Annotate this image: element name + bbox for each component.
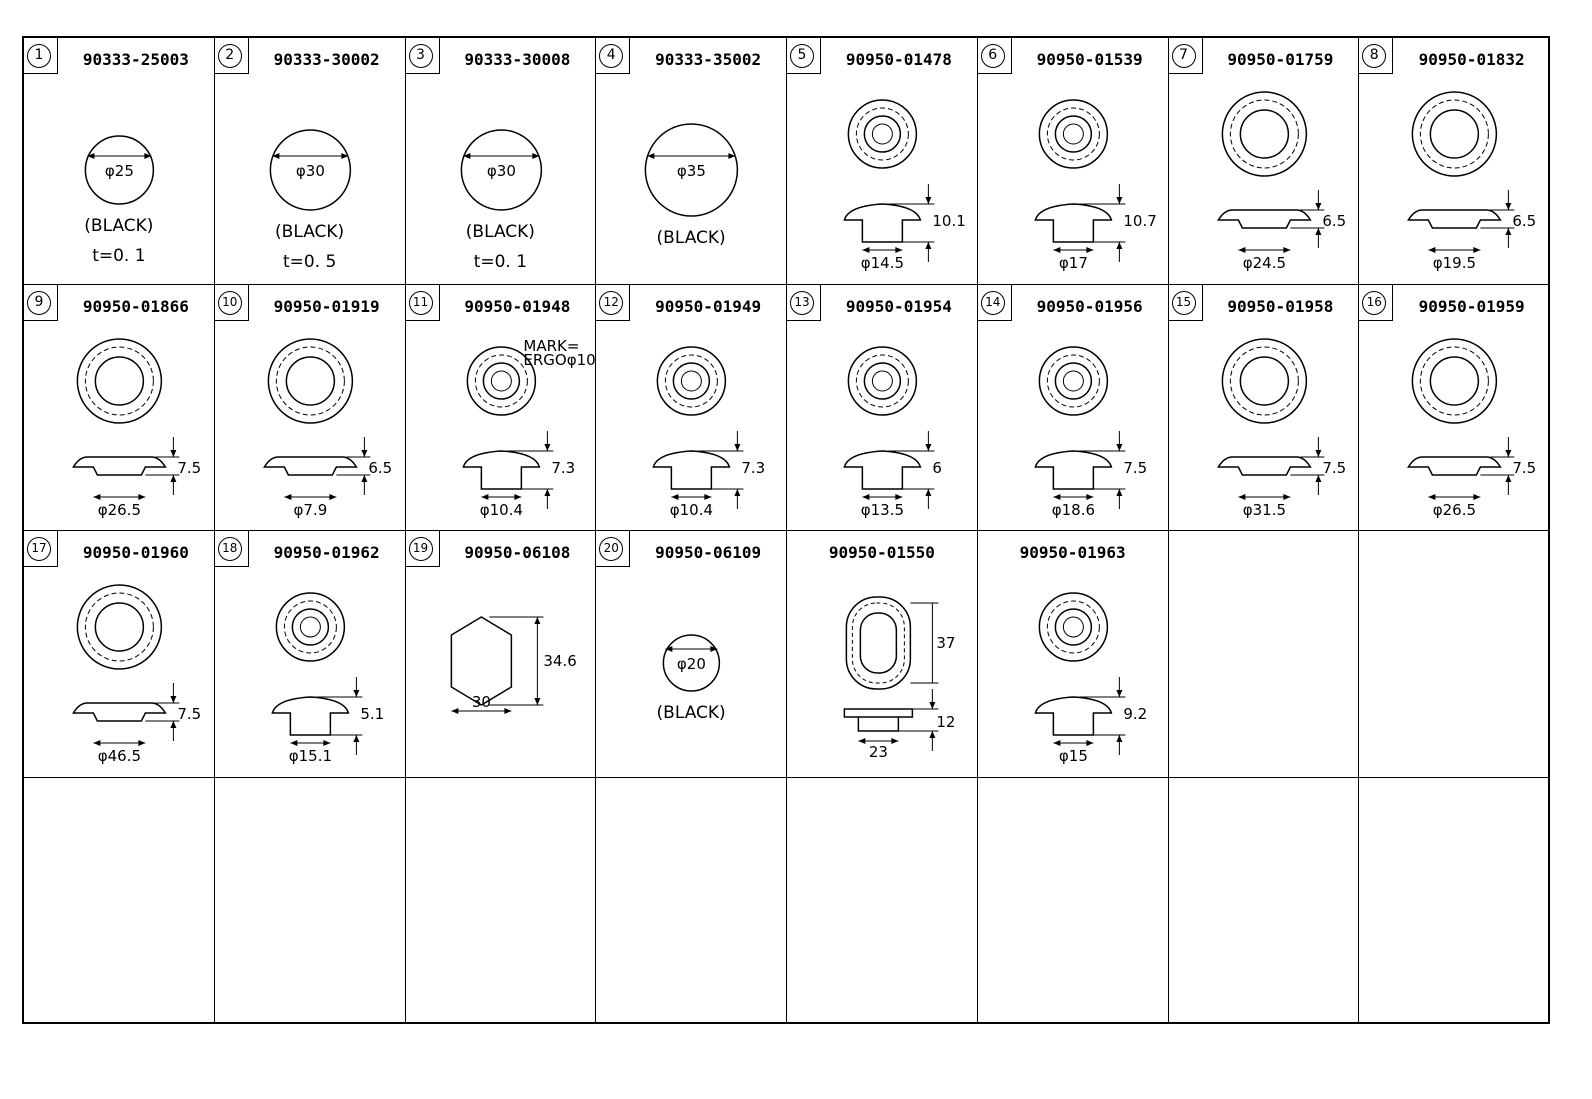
part-number: 90950-01954: [845, 296, 952, 316]
thickness-note: t=0. 1: [473, 252, 528, 272]
empty-cell: [406, 778, 597, 1025]
part-cell: [24, 285, 215, 532]
hex-plug: [451, 617, 511, 705]
width-label: 23: [868, 743, 888, 761]
part-number: 90950-01960: [82, 543, 189, 562]
part-index: 16: [1362, 291, 1386, 315]
part-index: 11: [409, 291, 433, 315]
part-index: 2: [218, 44, 242, 68]
part-number: 90950-01959: [1418, 296, 1525, 316]
height-label: 6: [932, 458, 942, 477]
part-drawing: [406, 38, 597, 285]
oval-outer: [846, 597, 910, 689]
side-view: [1218, 457, 1310, 475]
part-cell: [1169, 285, 1360, 532]
diameter-label: φ46.5: [97, 747, 142, 765]
part-drawing: [787, 531, 978, 778]
color-note: (BLACK): [275, 222, 345, 242]
part-number: 90333-30002: [273, 50, 380, 69]
side-view: [264, 457, 356, 475]
empty-cell: [1359, 778, 1550, 1025]
part-cell: [215, 285, 406, 532]
diameter-label: φ15.1: [288, 747, 332, 765]
top-view-outer: [77, 339, 161, 423]
part-number: 90950-06108: [464, 543, 571, 562]
thickness-note: t=0. 1: [92, 246, 146, 266]
color-note: (BLACK): [465, 222, 535, 242]
side-view: [844, 451, 920, 489]
part-index: 20: [599, 537, 623, 561]
diameter-label: φ18.6: [1051, 500, 1095, 519]
diameter-label: φ15: [1058, 747, 1088, 765]
diameter-label: φ35: [677, 162, 707, 180]
part-cell: [1359, 285, 1550, 532]
part-number: 90950-01866: [82, 296, 189, 316]
side-view: [463, 451, 539, 489]
part-drawing: [596, 285, 787, 532]
part-cell: [978, 38, 1169, 285]
mark-label: MARK=: [522, 336, 579, 355]
part-index: 13: [790, 291, 814, 315]
top-view-outer: [1039, 347, 1107, 415]
height-label: 10.1: [932, 212, 966, 230]
part-drawing: [215, 531, 406, 778]
diameter-label: φ7.9: [293, 500, 327, 519]
diameter-label: φ26.5: [1432, 500, 1477, 519]
top-view-outer: [77, 585, 161, 669]
height-label: 7.5: [1321, 458, 1346, 477]
part-number: 90950-01962: [273, 543, 380, 562]
empty-cell: [596, 778, 787, 1025]
part-cell: [406, 38, 597, 285]
top-view-outer: [658, 347, 726, 415]
side-view: [1218, 210, 1310, 228]
mark-value: ERGOφ10: [522, 350, 596, 369]
part-number: 90950-01832: [1418, 50, 1525, 69]
height-label: 9.2: [1123, 705, 1147, 723]
diameter-label: φ30: [486, 162, 516, 180]
top-view-outer: [1413, 92, 1497, 176]
part-index: 1: [27, 44, 51, 68]
parts-grid: [22, 36, 1550, 1024]
side-view: [1409, 210, 1501, 228]
part-number: 90333-25003: [82, 50, 189, 69]
part-cell: [978, 531, 1169, 778]
height-label: 6.5: [1512, 212, 1537, 230]
diameter-label: φ19.5: [1432, 254, 1477, 272]
top-view-outer: [848, 100, 916, 168]
part-number: 90333-30008: [464, 50, 571, 69]
part-index: 4: [599, 44, 623, 68]
part-index: 12: [599, 291, 623, 315]
part-cell: [1359, 38, 1550, 285]
height-label: 34.6: [542, 652, 577, 670]
part-cell: [215, 531, 406, 778]
height-label: 7.3: [741, 458, 766, 477]
part-cell: [596, 285, 787, 532]
color-note: (BLACK): [84, 216, 154, 236]
part-cell: [787, 38, 978, 285]
part-index: 15: [1172, 291, 1196, 315]
part-number: 90950-01956: [1036, 296, 1143, 316]
height-label: 7.5: [177, 458, 202, 477]
side-view: [73, 703, 165, 721]
height-label: 5.1: [360, 705, 384, 723]
part-drawing: [406, 531, 597, 778]
diameter-label: φ31.5: [1242, 500, 1286, 519]
part-drawing: [215, 285, 406, 532]
part-drawing: [787, 285, 978, 532]
part-index: 6: [981, 44, 1005, 68]
empty-cell: [978, 778, 1169, 1025]
part-number: 90950-01948: [464, 296, 571, 316]
height-label: 7.3: [550, 458, 575, 477]
empty-cell: [1359, 531, 1550, 778]
part-index: 5: [790, 44, 814, 68]
part-index: 18: [218, 537, 242, 561]
height-label: 7.5: [177, 705, 202, 723]
part-drawing: [1359, 38, 1550, 285]
part-cell: [406, 285, 597, 532]
diameter-label: φ10.4: [669, 500, 714, 519]
top-view-outer: [268, 339, 352, 423]
side-view: [1409, 457, 1501, 475]
top-view-outer: [1413, 339, 1497, 423]
length-label: 37: [936, 634, 956, 652]
height-label: 7.5: [1123, 458, 1147, 477]
part-number: 90950-01550: [828, 543, 935, 562]
color-note: (BLACK): [656, 228, 726, 248]
diameter-label: φ24.5: [1242, 254, 1286, 272]
width-label: 30: [471, 693, 491, 711]
part-index: 19: [409, 537, 433, 561]
part-number: 90950-01949: [655, 296, 762, 316]
thickness-note: t=0. 5: [282, 252, 337, 272]
top-view-outer: [1039, 593, 1107, 661]
height-label: 10.7: [1123, 212, 1157, 230]
height-label: 6.5: [1321, 212, 1346, 230]
height-label: 7.5: [1512, 458, 1537, 477]
side-view: [844, 204, 920, 242]
top-view-outer: [1222, 339, 1306, 423]
empty-cell: [1169, 778, 1360, 1025]
height-label: 6.5: [368, 458, 392, 477]
part-drawing: [978, 38, 1169, 285]
part-cell: [787, 531, 978, 778]
part-number: 90950-01963: [1019, 543, 1126, 562]
side-view: [1035, 451, 1111, 489]
part-drawing: [215, 38, 406, 285]
part-cell: [24, 531, 215, 778]
diameter-label: φ13.5: [860, 500, 905, 519]
part-index: 8: [1362, 44, 1386, 68]
part-drawing: [406, 285, 597, 532]
part-cell: [596, 38, 787, 285]
side-view: [654, 451, 730, 489]
part-index: 9: [27, 291, 51, 315]
part-drawing: [1169, 285, 1360, 532]
diameter-label: φ25: [104, 162, 134, 180]
part-cell: [978, 285, 1169, 532]
top-view-outer: [276, 593, 344, 661]
empty-cell: [787, 778, 978, 1025]
height-label: 12: [936, 713, 956, 731]
part-cell: [24, 38, 215, 285]
part-drawing: [978, 285, 1169, 532]
side-view: [272, 697, 348, 735]
part-number: 90950-01958: [1227, 296, 1334, 316]
part-number: 90950-01759: [1227, 50, 1334, 69]
part-number: 90333-35002: [655, 50, 762, 69]
diameter-label: φ10.4: [479, 500, 523, 519]
part-cell: [787, 285, 978, 532]
part-number: 90950-01919: [273, 296, 380, 316]
part-drawing: [978, 531, 1169, 778]
part-drawing: [1169, 38, 1360, 285]
part-drawing: [24, 285, 215, 532]
part-number: 90950-06109: [655, 543, 762, 562]
side-view: [73, 457, 165, 475]
empty-cell: [215, 778, 406, 1025]
top-view-outer: [848, 347, 916, 415]
empty-cell: [24, 778, 215, 1025]
part-index: 10: [218, 291, 242, 315]
part-cell: [406, 531, 597, 778]
color-note: (BLACK): [656, 703, 726, 723]
empty-cell: [1169, 531, 1360, 778]
top-view-outer: [1222, 92, 1306, 176]
diameter-label: φ30: [295, 162, 325, 180]
part-index: 14: [981, 291, 1005, 315]
part-drawing: [787, 38, 978, 285]
part-index: 7: [1172, 44, 1196, 68]
part-drawing: [24, 531, 215, 778]
part-index: 17: [27, 537, 51, 561]
part-number: 90950-01478: [845, 50, 952, 69]
diameter-label: φ20: [677, 655, 707, 673]
side-view: [1035, 697, 1111, 735]
part-drawing: [596, 531, 787, 778]
part-number: 90950-01539: [1036, 50, 1143, 69]
top-view-outer: [1039, 100, 1107, 168]
part-cell: [596, 531, 787, 778]
part-drawing: [1359, 285, 1550, 532]
diameter-label: φ14.5: [860, 254, 905, 272]
part-cell: [215, 38, 406, 285]
part-cell: [1169, 38, 1360, 285]
part-index: 3: [409, 44, 433, 68]
diameter-label: φ26.5: [97, 500, 142, 519]
diameter-label: φ17: [1058, 254, 1088, 272]
side-view: [1035, 204, 1111, 242]
